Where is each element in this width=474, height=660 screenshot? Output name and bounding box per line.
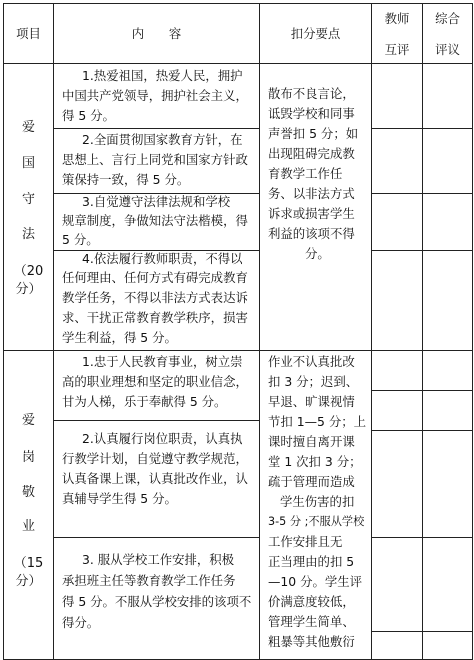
teacher-score-cell[interactable] xyxy=(371,128,423,194)
item-line: 得分。 xyxy=(62,615,100,630)
overall-score-cell[interactable] xyxy=(422,63,473,129)
overall-score-cell[interactable] xyxy=(422,537,473,632)
overall-score-cell[interactable] xyxy=(422,350,473,391)
item-line: 得 5 分。 xyxy=(62,108,115,123)
item-line: 策保持一致，得 5 分。 xyxy=(62,172,190,187)
overall-score-cell[interactable] xyxy=(422,128,473,194)
header-teacher-line1: 教师 xyxy=(384,11,410,26)
section1-score-line: （20 xyxy=(13,264,44,279)
teacher-score-cell[interactable] xyxy=(371,430,423,538)
item-line: 思想上、言行上同党和国家方针政 xyxy=(62,152,248,167)
item-line: 中国共产党领导，拥护社会主义， xyxy=(62,88,248,103)
deduct-line: 正当理由的扣 5 xyxy=(268,554,355,569)
overall-score-cell[interactable] xyxy=(422,193,473,251)
section1-deduct-cell xyxy=(259,63,372,351)
deduct-line: 利益的该项不得 xyxy=(268,226,355,241)
section1-score-line: 分） xyxy=(15,282,42,297)
deduct-line: 诋毁学校和同事 xyxy=(268,106,355,121)
item-line: 1.忠于人民教育事业，树立崇 xyxy=(82,354,243,369)
overall-score-cell[interactable] xyxy=(422,390,473,431)
deduct-line: 作业不认真批改 xyxy=(268,354,355,369)
header-deduct-label: 扣分要点 xyxy=(290,26,341,41)
deduct-line: 节扣 1—5 分；上 xyxy=(268,414,366,429)
section2-title-char: 业 xyxy=(21,519,35,534)
teacher-score-cell[interactable] xyxy=(371,631,423,660)
header-teacher-line2: 互评 xyxy=(384,42,410,57)
deduct-line: 育教学工作任 xyxy=(268,166,343,181)
section1-title-char: 国 xyxy=(21,156,35,171)
item-line: 行教学计划，自觉遵守教学规范， xyxy=(62,451,248,466)
header-content-cell xyxy=(53,3,260,64)
deduct-line: 学生伤害的扣 xyxy=(280,494,355,509)
item-line: 甘为人梯，乐于奉献得 5 分。 xyxy=(62,394,227,409)
deduct-line: 粗暴等其他敷衍 xyxy=(268,634,355,649)
item-line: 2.全面贯彻国家教育方针，在 xyxy=(82,132,243,147)
header-item-label: 项目 xyxy=(16,26,41,41)
section1-item-3 xyxy=(53,193,260,251)
header-overall-cell xyxy=(422,3,473,64)
overall-score-cell[interactable] xyxy=(422,631,473,660)
deduct-line: 管理学生简单、 xyxy=(268,614,355,629)
header-content-label: 内 容 xyxy=(131,26,182,41)
section2-title-char: 敬 xyxy=(21,485,35,500)
teacher-score-cell[interactable] xyxy=(371,250,423,351)
section2-item-3 xyxy=(53,537,260,660)
section2-title-char: 岗 xyxy=(21,450,35,465)
item-line: 教学任务，不得以非法方式表达诉 xyxy=(62,290,248,305)
section1-item-2 xyxy=(53,128,260,194)
section1-title-char: 守 xyxy=(21,192,35,207)
item-line: 认真备课上课，认真批改作业，认 xyxy=(62,471,248,486)
item-line: 4.依法履行教师职责，不得以 xyxy=(82,251,243,266)
teacher-score-cell[interactable] xyxy=(371,390,423,431)
item-line: 承担班主任等教育教学工作任务 xyxy=(62,573,236,588)
item-line: 真辅导学生得 5 分。 xyxy=(62,491,177,506)
section1-title-cell xyxy=(3,63,54,351)
deduct-line: 出现阻碍完成教 xyxy=(268,146,355,161)
item-line: 3. 服从学校工作安排，积极 xyxy=(82,552,235,567)
section2-item-2 xyxy=(53,420,260,538)
item-line: 2.认真履行岗位职责，认真执 xyxy=(82,431,243,446)
overall-score-cell[interactable] xyxy=(422,250,473,351)
header-item-cell xyxy=(3,3,54,64)
section2-item-1 xyxy=(53,350,260,421)
section2-title-cell xyxy=(3,350,54,660)
section2-score-line: （15 xyxy=(13,556,44,571)
teacher-score-cell[interactable] xyxy=(371,63,423,129)
teacher-score-cell[interactable] xyxy=(371,537,423,632)
item-line: 任何理由、任何方式有碍完成教育 xyxy=(62,270,248,285)
item-line: 求、干扰正常教育教学秩序，损害 xyxy=(62,310,248,325)
deduct-line: 扣 3 分；迟到、 xyxy=(268,374,359,389)
section1-item-1 xyxy=(53,63,260,129)
deduct-line: 散布不良言论， xyxy=(268,86,355,101)
deduct-line: 疏于管理而造成 xyxy=(268,474,355,489)
deduct-line: 3-5 分 ;不服从学校 xyxy=(268,515,365,528)
section1-title-char: 法 xyxy=(21,227,35,242)
teacher-score-cell[interactable] xyxy=(371,350,423,391)
item-line: 得 5 分。不服从学校安排的该项不 xyxy=(62,594,252,609)
deduct-line: 诉求或损害学生 xyxy=(268,206,355,221)
section1-item-4 xyxy=(53,250,260,351)
teacher-score-cell[interactable] xyxy=(371,193,423,251)
item-line: 规章制度，争做知法守法楷模，得 xyxy=(62,213,248,228)
section2-score-line: 分） xyxy=(15,574,42,589)
header-teacher-cell xyxy=(371,3,423,64)
deduct-line: 声誉扣 5 分；如 xyxy=(268,126,359,141)
deduct-line: 价满意度较低， xyxy=(268,594,355,609)
overall-score-cell[interactable] xyxy=(422,430,473,538)
section2-deduct-cell xyxy=(259,350,372,660)
item-line: 1.热爱祖国，热爱人民，拥护 xyxy=(82,68,243,83)
item-line: 3.自觉遵守法律法规和学校 xyxy=(82,194,231,209)
deduct-line: 工作安排且无 xyxy=(268,534,343,549)
deduct-line: 课时擅自离开课 xyxy=(268,434,355,449)
section2-title-char: 爱 xyxy=(21,413,35,428)
section1-title-char: 爱 xyxy=(21,120,35,135)
deduct-line: 分。 xyxy=(305,246,330,261)
header-deduct-cell xyxy=(259,3,372,64)
deduct-line: 堂 1 次扣 3 分； xyxy=(268,454,362,469)
item-line: 高的职业理想和坚定的职业信念， xyxy=(62,374,248,389)
deduct-line: —10 分。学生评 xyxy=(268,574,363,589)
header-overall-line2: 评议 xyxy=(435,42,460,57)
item-line: 学生利益，得 5 分。 xyxy=(62,330,177,345)
header-overall-line1: 综合 xyxy=(435,11,460,26)
deduct-line: 早退、旷课视情 xyxy=(268,394,355,409)
item-line: 5 分。 xyxy=(62,232,99,247)
deduct-line: 务、以非法方式 xyxy=(268,186,355,201)
